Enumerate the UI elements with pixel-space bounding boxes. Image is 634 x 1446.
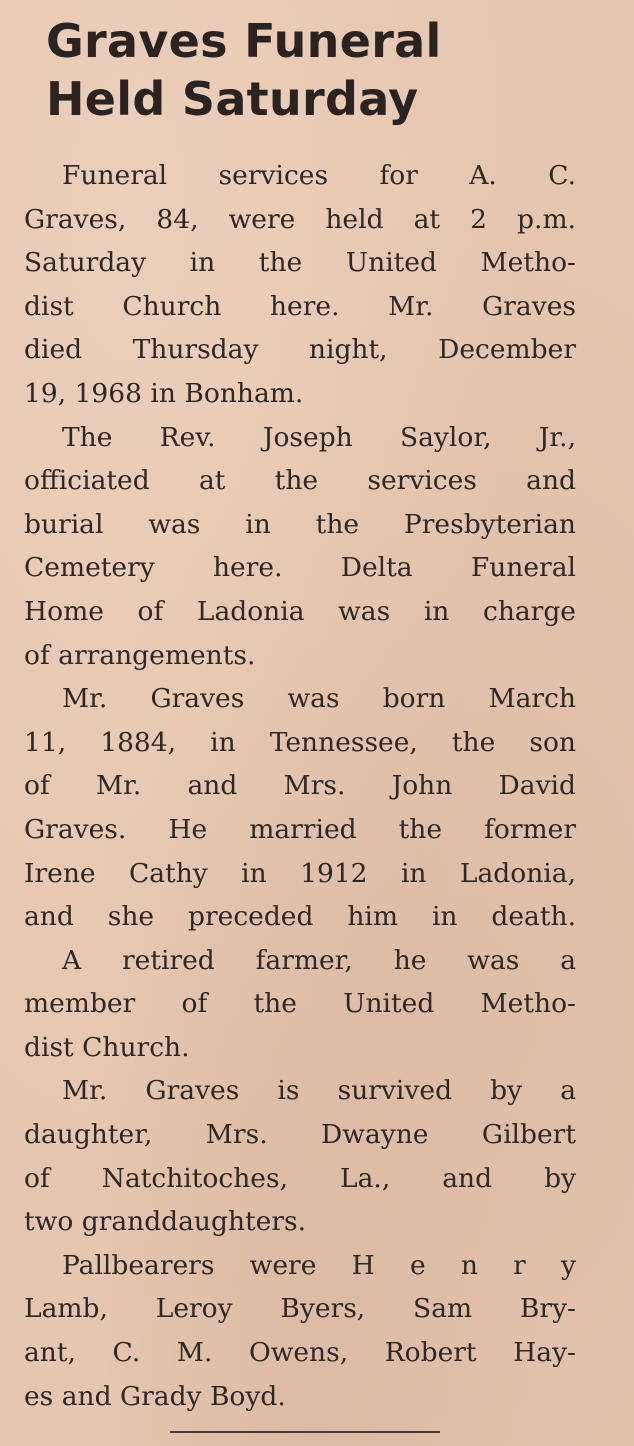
- text-line: Saturday in the United Metho-: [24, 247, 576, 279]
- text-line: Home of Ladonia was in charge: [24, 595, 576, 627]
- paragraph-officiant: [24, 416, 576, 678]
- text-line: and she preceded him in death.: [24, 901, 576, 933]
- text-line: Lamb, Leroy Byers, Sam Bry-: [24, 1293, 576, 1325]
- paragraph-services: [24, 154, 576, 416]
- text-line: dist Church here. Mr. Graves: [24, 290, 576, 322]
- text-line: of arrangements.: [24, 639, 256, 671]
- text-line: 11, 1884, in Tennessee, the son: [24, 726, 576, 758]
- text-line: burial was in the Presbyterian: [24, 508, 576, 540]
- text-line: died Thursday night, December: [24, 334, 576, 366]
- text-line: The Rev. Joseph Saylor, Jr.,: [62, 421, 576, 453]
- headline-line: Held Saturday: [46, 72, 419, 126]
- text-line: officiated at the services and: [24, 465, 576, 497]
- text-line: dist Church.: [24, 1031, 190, 1063]
- paragraph-pallbearers: [24, 1244, 576, 1418]
- text-line: Irene Cathy in 1912 in Ladonia,: [24, 857, 576, 889]
- text-line: Graves. He married the former: [24, 813, 576, 845]
- text-line: ant, C. M. Owens, Robert Hay-: [24, 1337, 576, 1369]
- text-line: daughter, Mrs. Dwayne Gilbert: [24, 1119, 576, 1151]
- text-line: A retired farmer, he was a: [62, 944, 576, 976]
- text-line: two granddaughters.: [24, 1206, 307, 1238]
- paragraph-occupation: [24, 939, 576, 1070]
- text-line: es and Grady Boyd.: [24, 1380, 286, 1412]
- article-body: [24, 154, 576, 1418]
- text-line: Graves, 84, were held at 2 p.m.: [24, 203, 576, 235]
- text-line: Mr. Graves was born March: [62, 683, 576, 715]
- text-line: Mr. Graves is survived by a: [62, 1075, 576, 1107]
- text-line: Funeral services for A. C.: [62, 160, 576, 191]
- text-line: Pallbearers were H e n r y: [62, 1249, 576, 1281]
- text-line: of Mr. and Mrs. John David: [24, 770, 576, 802]
- text-line: Cemetery here. Delta Funeral: [24, 552, 576, 584]
- end-of-article-rule: [170, 1431, 440, 1433]
- headline: [46, 12, 606, 128]
- text-line: 19, 1968 in Bonham.: [24, 377, 304, 409]
- text-line: member of the United Metho-: [24, 988, 576, 1020]
- paragraph-biography: [24, 677, 576, 939]
- text-line: of Natchitoches, La., and by: [24, 1162, 576, 1194]
- headline-line: Graves Funeral: [46, 14, 442, 68]
- paragraph-survivors: [24, 1069, 576, 1243]
